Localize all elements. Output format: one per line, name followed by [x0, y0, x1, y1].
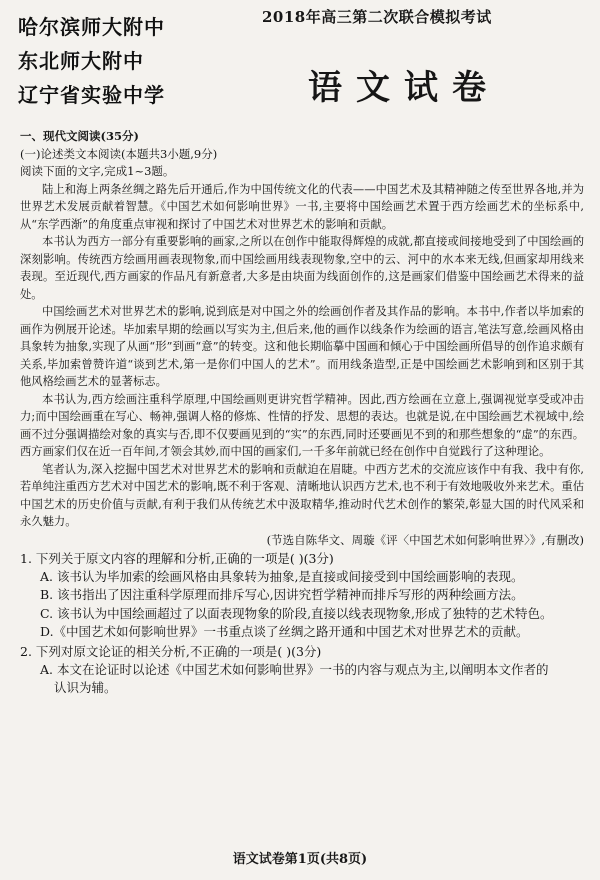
passage-paragraph: 本书认为西方一部分有重要影响的画家,之所以在创作中能取得辉煌的成就,都直接或间接地受到了中国绘画的深刻影响。传统西方绘画用画表现物象,而中国绘画用线表现物象,空中的云、河中的水本来无线,但画家却用线来表现。至近现代,西方画家的作品凡有新意者,大多是由块面为线面创作的,这是画家们借鉴中国绘画艺术得来的益处。: [20, 235, 584, 301]
question-option: B. 该书指出了因注重科学原理而排斥写心,因讲究哲学精神而排斥写形的两种绘画方法。: [40, 587, 524, 602]
school-name: 哈尔滨师大附中: [18, 15, 165, 39]
question-1: [20, 549, 584, 642]
school-name: 辽宁省实验中学: [18, 83, 165, 107]
section-title: 一、现代文阅读(35分): [20, 129, 139, 143]
question-stem: 1. 下列关于原文内容的理解和分析,正确的一项是( )(3分): [20, 550, 334, 566]
paper-title: 语文试卷: [308, 68, 500, 108]
question-option: A. 该书认为毕加索的绘画风格由具象转为抽象,是直接或间接受到中国绘画影响的表现。: [40, 568, 524, 584]
school-list: [18, 10, 248, 112]
question-option: A. 本文在论证时以论述《中国艺术如何影响世界》一书的内容与观点为主,以阐明本文作者的: [40, 661, 549, 677]
question-option: D.《中国艺术如何影响世界》一书重点谈了丝绸之路开通和中国艺术对世界艺术的贡献。: [40, 624, 529, 639]
reading-section: [20, 128, 584, 698]
school-name: 东北师大附中: [18, 49, 144, 73]
page-footer: 语文试卷第1页(共8页): [232, 852, 368, 867]
passage-source: (节选自陈华文、周璇《评〈中国艺术如何影响世界〉》,有删改): [266, 532, 584, 547]
question-option: C. 该书认为中国绘画超过了以面表现物象的阶段,直接以线表现物象,形成了独特的艺术特色。: [40, 605, 553, 621]
question-stem: 2. 下列对原文论证的相关分析,不正确的一项是( )(3分): [20, 643, 322, 659]
passage-paragraph: 本书认为,西方绘画注重科学原理,中国绘画则更讲究哲学精神。因此,西方绘画在立意上,强调视觉享受或冲击力;而中国绘画重在写心、畅神,强调人格的修炼、性情的抒发、思想的表达。也就是说,在中国绘画艺术视域中,绘画不过分强调描绘对象的真实与否,即不仅要画见到的“实”的东西,同时还要画见不到的和那些想象的“虚”的东西。西方画家们仅在近一百年间,才领会其妙,而中国的画家们,一千多年前就已经在创作中自觉践行了这种理论。: [20, 392, 584, 458]
exam-name: 2018年高三第二次联合模拟考试: [262, 8, 492, 26]
passage-paragraph: 陆上和海上两条丝绸之路先后开通后,作为中国传统文化的代表——中国艺术及其精神随之传至世界各地,并为世界艺术发展贡献着智慧。《中国艺术如何影响世界》一书,主要将中国绘画艺术置于西方绘画艺术的坐标系中,从“东学西渐”的角度重点审视和探讨了中国艺术对世界艺术的影响和贡献。: [20, 182, 584, 231]
section-subtitle: (一)论述类文本阅读(本题共3小题,9分): [20, 146, 218, 161]
exam-header: [262, 6, 582, 109]
question-2: [20, 642, 584, 698]
passage-paragraph: 笔者认为,深入挖掘中国艺术对世界艺术的影响和贡献迫在眉睫。中西方艺术的交流应该作中有我、我中有你,若单纯注重西方艺术对中国艺术的影响,既不利于客观、清晰地认识西方艺术,也不利于有效地吸收外来艺术。重估中国艺术的历史价值与贡献,有利于我们从传统艺术中汲取精华,推动时代艺术创作的繁荣,彰显大国的时代风采和永久魅力。: [20, 462, 584, 528]
section-instruction: 阅读下面的文字,完成1~3题。: [20, 164, 175, 178]
passage-paragraph: 中国绘画艺术对世界艺术的影响,说到底是对中国之外的绘画创作者及其作品的影响。本书中,作者以毕加索的画作为例展开论述。毕加索早期的绘画以写实为主,但后来,他的画作以线条作为绘画的语言,笔法写意,绘画风格由具象转为抽象,实现了从画“形”到画“意”的转变。这和他长期临摹中国画和倾心于中国绘画所倡导的创作追求颇有关系,毕加索曾赞许道“谈到艺术,第一是你们中国人的艺术”。而用线条造型,正是中国绘画艺术影响到和区别于其他风格绘画艺术的显著标志。: [20, 305, 584, 388]
question-option-continued: 认识为辅。: [54, 680, 117, 695]
